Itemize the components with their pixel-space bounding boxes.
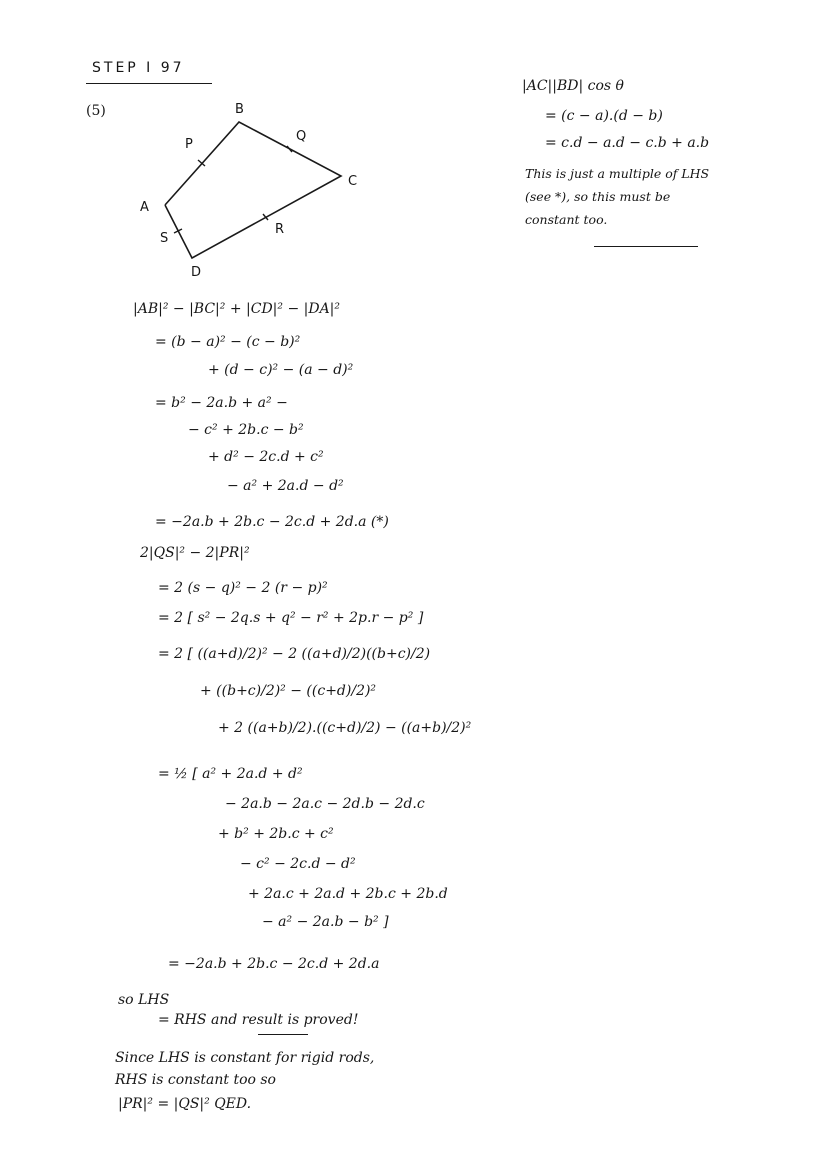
right-note-3: constant too.	[525, 212, 608, 227]
midpoint-label-s: S	[160, 231, 169, 246]
expr-half-2: − 2a.b − 2a.c − 2d.b − 2d.c	[225, 796, 425, 812]
expr-midpoint-sub-3: + 2 ((a+b)/2).((c+d)/2) − ((a+b)/2)²	[218, 720, 472, 736]
expr-expanded-3: + d² − 2c.d + c²	[208, 449, 324, 465]
right-note-1: This is just a multiple of LHS	[525, 166, 710, 181]
vertex-label-c: C	[348, 174, 358, 189]
expr-expanded-1: = b² − 2a.b + a² −	[155, 395, 288, 411]
conclusion-rhs-constant: RHS is constant too so	[115, 1072, 276, 1088]
expr-half-1: = ½ [ a² + 2a.d + d²	[158, 766, 303, 782]
page-title: STEP I 97	[92, 60, 185, 76]
expr-midpoint-sub-1: = 2 [ ((a+d)/2)² − 2 ((a+d)/2)((b+c)/2)	[158, 646, 431, 662]
question-number: (5)	[86, 103, 106, 119]
expr-half-4: − c² − 2c.d − d²	[240, 856, 356, 872]
conclusion-qed: |PR|² = |QS|² QED.	[118, 1096, 252, 1112]
expr-expanded-2: − c² + 2b.c − b²	[188, 422, 304, 438]
midpoint-label-p: P	[185, 137, 193, 152]
conclusion-so-lhs: so LHS	[118, 992, 170, 1008]
expr-qs-pr-vector: = 2 (s − q)² − 2 (r − p)²	[158, 580, 328, 596]
vertex-label-d: D	[191, 265, 202, 280]
vertex-label-b: B	[235, 102, 244, 117]
midpoint-label-q: Q	[296, 129, 307, 144]
vertex-label-a: A	[140, 200, 149, 215]
midpoint-label-r: R	[275, 222, 285, 237]
expr-half-6: − a² − 2a.b − b² ]	[262, 914, 389, 930]
conclusion-since: Since LHS is constant for rigid rods,	[115, 1050, 375, 1066]
right-expr-expanded: = c.d − a.d − c.b + a.b	[545, 135, 710, 151]
expr-qs-pr: 2|QS|² − 2|PR|²	[140, 545, 250, 561]
right-expr-dot-product: |AC||BD| cos θ	[522, 78, 624, 94]
expr-qs-pr-expanded: = 2 [ s² − 2q.s + q² − r² + 2p.r − p² ]	[158, 610, 424, 626]
expr-midpoint-sub-2: + ((b+c)/2)² − ((c+d)/2)²	[200, 683, 377, 699]
right-note-2: (see *), so this must be	[525, 189, 671, 204]
expr-half-5: + 2a.c + 2a.d + 2b.c + 2b.d	[248, 886, 448, 902]
expr-sum-of-squares: |AB|² − |BC|² + |CD|² − |DA|²	[133, 301, 341, 317]
right-expr-vectors: = (c − a).(d − b)	[545, 108, 663, 124]
expr-final-result: = −2a.b + 2b.c − 2c.d + 2d.a	[168, 956, 380, 972]
expr-vector-form-2: + (d − c)² − (a − d)²	[208, 362, 354, 378]
expr-star-result: = −2a.b + 2b.c − 2c.d + 2d.a (*)	[155, 514, 389, 530]
right-end-rule	[594, 246, 698, 247]
rhs-underline	[258, 1034, 308, 1035]
expr-half-3: + b² + 2b.c + c²	[218, 826, 334, 842]
conclusion-rhs: = RHS and result is proved!	[158, 1012, 359, 1028]
expr-expanded-4: − a² + 2a.d − d²	[227, 478, 344, 494]
expr-vector-form-1: = (b − a)² − (c − b)²	[155, 334, 301, 350]
